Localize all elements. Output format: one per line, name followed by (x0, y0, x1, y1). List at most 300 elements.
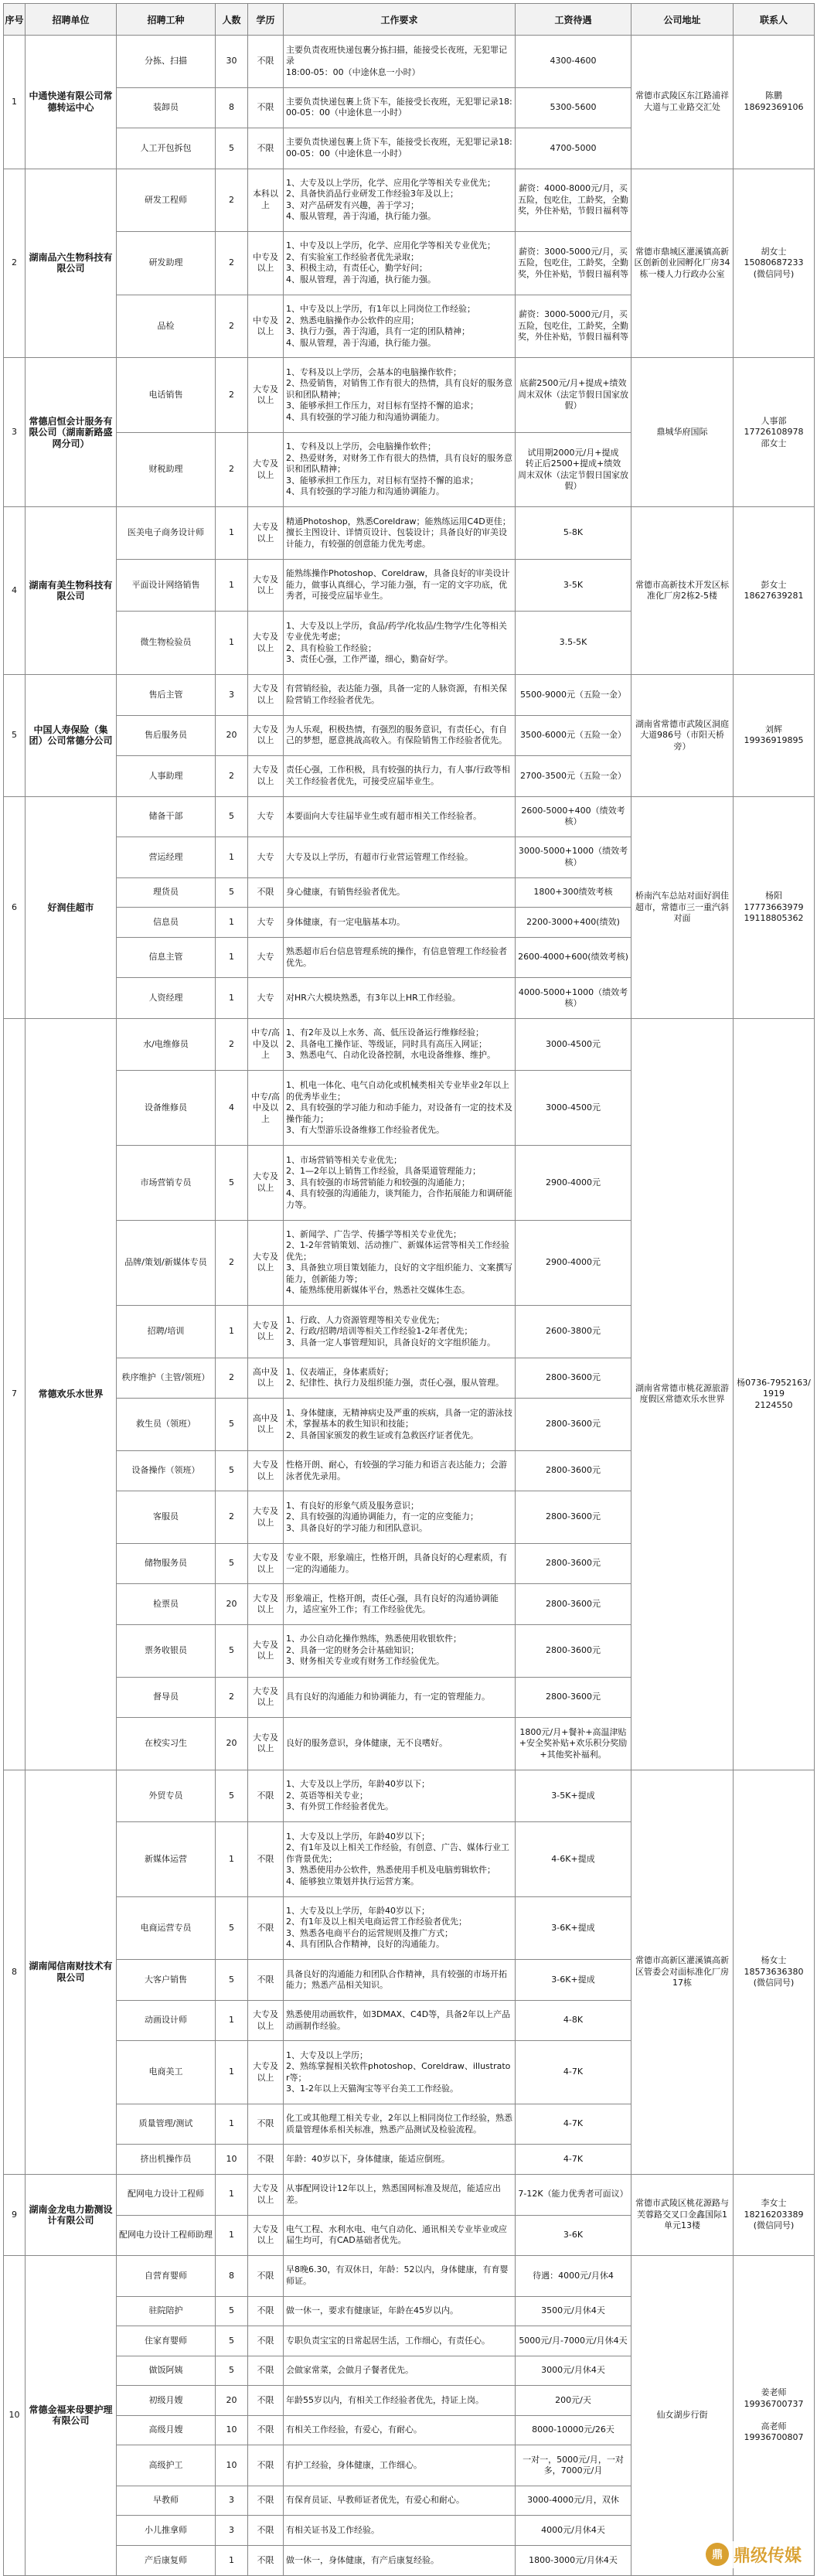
job-requirements: 主要负责快递包裹上货下车，能接受长夜班，无犯罪记录18:00-05：00（中途休息一小时） (284, 128, 516, 169)
job-title: 新媒体运营 (117, 1822, 216, 1897)
education: 不限 (248, 1960, 284, 2001)
salary: 2800-3600元 (516, 1543, 631, 1584)
headcount: 2 (216, 1677, 248, 1718)
headcount: 1 (216, 2000, 248, 2041)
headcount: 3 (216, 675, 248, 716)
salary: 4000元/月休4天 (516, 2516, 631, 2546)
headcount: 20 (216, 1718, 248, 1770)
education: 大专及以上 (248, 1146, 284, 1221)
salary: 3.5-5K (516, 612, 631, 675)
headcount: 20 (216, 2386, 248, 2416)
job-title: 动画设计师 (117, 2000, 216, 2041)
salary: 3-6K (516, 2215, 631, 2256)
company-name: 中国人寿保险（集团）公司常德分公司 (26, 675, 117, 797)
salary: 2800-3600元 (516, 1584, 631, 1625)
job-requirements: 1、新闻学、广告学、传播学等相关专业优先； 2、1-2年营销策划、活动推广、新媒体运营等相关工作经验优先； 3、具备独立项目策划能力，良好的文字组织能力、文案撰写能力，创新能力等； 4、能熟练使用新媒体平台，熟悉社交媒体生态。 (284, 1220, 516, 1306)
salary: 3000元/月休4天 (516, 2356, 631, 2386)
job-title: 售后服务员 (117, 715, 216, 756)
company-address: 常德市武陵区东江路浦祥大道与工业路交汇处 (631, 36, 734, 169)
education: 大专及以上 (248, 507, 284, 560)
salary: 3000-4500元 (516, 1071, 631, 1146)
salary: 4-7K (516, 2104, 631, 2145)
company-number: 8 (4, 1770, 26, 2174)
education: 大专及以上 (248, 1584, 284, 1625)
salary: 1800+300绩效考核 (516, 877, 631, 908)
job-title: 挤出机操作员 (117, 2145, 216, 2175)
education: 大专及以上 (248, 612, 284, 675)
education: 高中及以上 (248, 1358, 284, 1399)
headcount: 1 (216, 612, 248, 675)
header-salary: 工资待遇 (516, 4, 631, 36)
salary: 2800-3600元 (516, 1358, 631, 1399)
salary: 4000-5000+1000（绩效考核） (516, 978, 631, 1019)
education: 不限 (248, 1822, 284, 1897)
company-contact: 杨女士 18573636380 (微信同号) (734, 1770, 815, 2174)
education: 大专及以上 (248, 358, 284, 433)
headcount: 5 (216, 1960, 248, 2001)
job-requirements: 年龄55岁以内，有相关工作经验者优先，持证上岗。 (284, 2386, 516, 2416)
job-title: 在校实习生 (117, 1718, 216, 1770)
education: 大专及以上 (248, 1491, 284, 1544)
job-title: 初级月嫂 (117, 2386, 216, 2416)
headcount: 1 (216, 837, 248, 878)
job-title: 设备操作（领班） (117, 1450, 216, 1491)
job-requirements: 1、仪表端正，身体素质好； 2、纪律性、执行力及组织能力强，责任心强，服从管理。 (284, 1358, 516, 1399)
education: 大专及以上 (248, 1450, 284, 1491)
job-title: 驻院陪护 (117, 2296, 216, 2326)
headcount: 5 (216, 1543, 248, 1584)
company-contact: 彭女士 18627639281 (734, 507, 815, 675)
job-requirements: 专业不限，形象端庄，性格开朗，具备良好的心理素质，有一定的沟通能力。 (284, 1543, 516, 1584)
education: 大专及以上 (248, 756, 284, 797)
salary: 5000元/月-7000元/月休4天 (516, 2326, 631, 2356)
salary: 3000-4500元 (516, 1018, 631, 1071)
education: 大专及以上 (248, 432, 284, 507)
salary: 2600-5000+400（绩效考核） (516, 796, 631, 837)
company-contact: 胡女士 15080687233 (微信同号) (734, 169, 815, 358)
job-requirements: 为人乐观，积极热情，有强烈的服务意识，有责任心，有自己的梦想，愿意挑战高收入。有保险销售工作经验者优先。 (284, 715, 516, 756)
job-title: 自营育婴师 (117, 2256, 216, 2297)
job-title: 大客户销售 (117, 1960, 216, 2001)
education: 大专 (248, 937, 284, 978)
company-number: 5 (4, 675, 26, 797)
company-contact: 杨阳 17773663979 19118805362 (734, 796, 815, 1018)
table-row (4, 796, 815, 837)
brand-name: 鼎级传媒 (733, 2545, 802, 2566)
education: 大专 (248, 796, 284, 837)
job-title: 信息员 (117, 908, 216, 938)
job-requirements: 做一休一，身体健康，有产后康复经验。 (284, 2545, 516, 2575)
headcount: 30 (216, 36, 248, 88)
job-title: 客服员 (117, 1491, 216, 1544)
job-title: 人工开包拆包 (117, 128, 216, 169)
education: 不限 (248, 1770, 284, 1822)
headcount: 8 (216, 87, 248, 128)
headcount: 5 (216, 1399, 248, 1451)
job-requirements: 1、行政、人力资源管理等相关专业优先； 2、行政/招聘/培训等相关工作经验1-2年者优先； 3、具备一定人事管理知识，具备良好的文字组织能力。 (284, 1306, 516, 1358)
education: 中专及以上 (248, 232, 284, 295)
job-requirements: 1、有2年及以上水务、高、低压设备运行维修经验； 2、具备电工操作证、等级证，同时具有高压入网证； 3、熟悉电气、自动化设备控制，水电设备维修、维护。 (284, 1018, 516, 1071)
headcount: 5 (216, 2356, 248, 2386)
salary: 薪资：3000-5000元/月，买五险，包吃住，工龄奖，全勤奖，外住补贴，节假日福利等 (516, 232, 631, 295)
salary: 5500-9000元（五险一金） (516, 675, 631, 716)
company-contact: 人事部 17726108978 邵女士 (734, 358, 815, 507)
job-title: 分拣、扫描 (117, 36, 216, 88)
headcount: 2 (216, 232, 248, 295)
education: 不限 (248, 1896, 284, 1960)
table-row (4, 1770, 815, 1822)
table-row (4, 2256, 815, 2297)
job-requirements: 1、机电一体化、电气自动化或机械类相关专业毕业2年以上的优秀毕业生； 2、具有较强的学习能力和动手能力，对设备有一定的技术及操作能力； 3、有大型游乐设备维修工作经验者优先。 (284, 1071, 516, 1146)
job-requirements: 1、大专及以上学历，年龄40岁以下； 2、有1年及以上相关电商运营工作经验者优先； 3、熟悉各电商平台的运营规则及推广方式； 4、具有团队合作精神，良好的沟通能力。 (284, 1896, 516, 1960)
table-row (4, 507, 815, 560)
job-title: 平面设计网络销售 (117, 559, 216, 612)
education: 不限 (248, 877, 284, 908)
headcount: 20 (216, 715, 248, 756)
job-requirements: 有营销经验，表达能力强，具备一定的人脉资源，有相关保险营销工作经验者优先。 (284, 675, 516, 716)
salary: 2800-3600元 (516, 1491, 631, 1544)
headcount: 1 (216, 559, 248, 612)
salary: 3000-5000+1000（绩效考核） (516, 837, 631, 878)
education: 不限 (248, 2256, 284, 2297)
company-name: 湖南闻信南财技术有限公司 (26, 1770, 117, 2174)
company-name: 常德金福来母婴护理有限公司 (26, 2256, 117, 2575)
job-title: 检票员 (117, 1584, 216, 1625)
table-row (4, 2174, 815, 2215)
job-requirements: 形象端正，性格开朗，责任心强，具有良好的沟通协调能力，适应室外工作；有工作经验优先。 (284, 1584, 516, 1625)
headcount: 5 (216, 1896, 248, 1960)
job-title: 微生物检验员 (117, 612, 216, 675)
education: 不限 (248, 2104, 284, 2145)
company-name: 常德启恒会计服务有限公司（湖南新路盛网分司） (26, 358, 117, 507)
education: 不限 (248, 2356, 284, 2386)
headcount: 2 (216, 295, 248, 358)
salary: 1800元/月+餐补+高温津贴+安全奖补贴+欢乐积分奖励+其他奖补福利。 (516, 1718, 631, 1770)
job-requirements: 熟悉使用动画软件，如3DMAX、C4D等，具备2年以上产品动画制作经验。 (284, 2000, 516, 2041)
job-requirements: 1、中专及以上学历，化学、应用化学等相关专业优先； 2、有实验室工作经验者优先录取； 3、积极主动，有责任心，勤学好问； 4、服从管理，善于沟通，执行能力强。 (284, 232, 516, 295)
job-title: 人事助理 (117, 756, 216, 797)
watermark (701, 2541, 806, 2568)
education: 中专/高中及以上 (248, 1071, 284, 1146)
job-title: 电商美工 (117, 2041, 216, 2104)
header-company: 招聘单位 (26, 4, 117, 36)
salary: 试用期2000元/月+提成 转正后2500+提成+绩效 周末双休（法定节假日国家放假） (516, 432, 631, 507)
headcount: 5 (216, 796, 248, 837)
education: 大专及以上 (248, 1220, 284, 1306)
education: 大专及以上 (248, 1677, 284, 1718)
job-title: 研发助理 (117, 232, 216, 295)
job-requirements: 有相关证书及工作经验。 (284, 2516, 516, 2546)
header-count: 人数 (216, 4, 248, 36)
education: 大专及以上 (248, 2174, 284, 2215)
headcount: 1 (216, 978, 248, 1019)
job-requirements: 具有良好的沟通能力和协调能力，有一定的管理能力。 (284, 1677, 516, 1718)
company-name: 中通快递有限公司常德转运中心 (26, 36, 117, 169)
education: 大专 (248, 837, 284, 878)
company-address: 常德市高新技术开发区标准化厂房2栋2-5楼 (631, 507, 734, 675)
job-title: 配网电力设计工程师 (117, 2174, 216, 2215)
headcount: 3 (216, 2486, 248, 2516)
salary: 一对一，5000元/月，一对多，7000元/月 (516, 2445, 631, 2486)
headcount: 2 (216, 1491, 248, 1544)
table-row (4, 169, 815, 232)
headcount: 1 (216, 507, 248, 560)
headcount: 2 (216, 358, 248, 433)
job-requirements: 1、有良好的形象气质及服务意识； 2、具有较强的沟通协调能力，有一定的应变能力； 3、具备良好的学习能力和团队意识。 (284, 1491, 516, 1544)
education: 大专及以上 (248, 715, 284, 756)
headcount: 1 (216, 2215, 248, 2256)
job-requirements: 年龄：40岁以下，身体健康，能适应倒班。 (284, 2145, 516, 2175)
education: 中专/高中及以上 (248, 1018, 284, 1071)
salary: 3-6K+提成 (516, 1960, 631, 2001)
education: 不限 (248, 2545, 284, 2575)
company-address: 湖南省常德市桃花源旅游度假区常德欢乐水世界 (631, 1018, 734, 1770)
salary: 2700-3500元（五险一金） (516, 756, 631, 797)
education: 大专 (248, 908, 284, 938)
header-contact: 联系人 (734, 4, 815, 36)
headcount: 10 (216, 2445, 248, 2486)
job-title: 设备维修员 (117, 1071, 216, 1146)
job-title: 票务收银员 (117, 1624, 216, 1677)
salary: 底薪2500元/月+提成+绩效 周末双休（法定节假日国家放假） (516, 358, 631, 433)
salary: 3000-4000元/月，双休 (516, 2486, 631, 2516)
job-requirements: 电气工程、水利水电、电气自动化、通讯相关专业毕业或应届生均可，有CAD基础者优先。 (284, 2215, 516, 2256)
job-requirements: 1、大专及以上学历，年龄40岁以下； 2、有1年及以上相关工作经验，有创意、广告、媒体行业工作背景优先； 3、熟悉使用办公软件，熟悉使用手机及电脑剪辑软件； 4、能够独立策划并执行运营方案。 (284, 1822, 516, 1897)
job-requirements: 有保育员证、早教师证者优先，有爱心和耐心。 (284, 2486, 516, 2516)
headcount: 1 (216, 1306, 248, 1358)
job-title: 储备干部 (117, 796, 216, 837)
job-title: 小儿推拿师 (117, 2516, 216, 2546)
job-title: 电话销售 (117, 358, 216, 433)
headcount: 10 (216, 2415, 248, 2445)
headcount: 5 (216, 128, 248, 169)
table-row (4, 1018, 815, 1071)
company-number: 6 (4, 796, 26, 1018)
salary: 2200-3000+400(绩效) (516, 908, 631, 938)
salary: 2600-4000+600(绩效考核) (516, 937, 631, 978)
education: 大专及以上 (248, 2041, 284, 2104)
job-title: 水/电维修员 (117, 1018, 216, 1071)
job-requirements: 身心健康，有销售经验者优先。 (284, 877, 516, 908)
company-address: 常德市高新区灌溪镇高新区管委会对面标准化厂房17栋 (631, 1770, 734, 2174)
education: 大专 (248, 978, 284, 1019)
company-address: 桥南汽车总站对面好润佳超市，常德市三一重汽斜对面 (631, 796, 734, 1018)
company-name: 常德欢乐水世界 (26, 1018, 117, 1770)
company-number: 3 (4, 358, 26, 507)
table-row (4, 36, 815, 88)
company-number: 9 (4, 2174, 26, 2255)
salary: 4300-4600 (516, 36, 631, 88)
salary: 3-6K+提成 (516, 1896, 631, 1960)
headcount: 2 (216, 1220, 248, 1306)
company-address: 鼎城华府国际 (631, 358, 734, 507)
education: 中专及以上 (248, 295, 284, 358)
job-title: 理货员 (117, 877, 216, 908)
headcount: 5 (216, 1450, 248, 1491)
headcount: 5 (216, 877, 248, 908)
headcount: 5 (216, 1624, 248, 1677)
salary: 5300-5600 (516, 87, 631, 128)
headcount: 2 (216, 169, 248, 232)
job-requirements: 有护工经验，身体健康，工作细心。 (284, 2445, 516, 2486)
headcount: 2 (216, 756, 248, 797)
education: 不限 (248, 128, 284, 169)
education: 不限 (248, 2445, 284, 2486)
salary: 1800-3000元/月休4天 (516, 2545, 631, 2575)
headcount: 10 (216, 2145, 248, 2175)
job-requirements: 会做家常菜，会做月子餐者优先。 (284, 2356, 516, 2386)
salary: 待遇：4000元/月休4 (516, 2256, 631, 2297)
job-title: 外贸专员 (117, 1770, 216, 1822)
company-number: 2 (4, 169, 26, 358)
job-title: 电商运营专员 (117, 1896, 216, 1960)
headcount: 20 (216, 1584, 248, 1625)
company-number: 7 (4, 1018, 26, 1770)
job-requirements: 精通Photoshop，熟悉Coreldraw；能熟练运用C4D更佳；擅长主图设计、详情页设计、包装设计；具备良好的审美设计能力，有较强的创意能力优先考虑。 (284, 507, 516, 560)
salary: 8000-10000元/26天 (516, 2415, 631, 2445)
job-requirements: 1、身体健康，无精神病史及严重的疾病，具备一定的游泳技术，掌握基本的救生知识和技能； 2、具备国家颁发的救生证或有急救医疗证者优先。 (284, 1399, 516, 1451)
job-title: 早教师 (117, 2486, 216, 2516)
job-requirements: 责任心强，工作积极，具有较强的执行力，有人事/行政等相关工作经验者优先，可接受应届毕业生。 (284, 756, 516, 797)
job-title: 质量管理/测试 (117, 2104, 216, 2145)
headcount: 5 (216, 2326, 248, 2356)
headcount: 1 (216, 2104, 248, 2145)
headcount: 2 (216, 1018, 248, 1071)
headcount: 1 (216, 2041, 248, 2104)
job-requirements: 1、专科及以上学历，会电脑操作软件； 2、热爱财务，对财务工作有很大的热情，具有良好的服务意识和团队精神； 3、能够承担工作压力，对目标有坚持不懈的追求； 4、具有较强的学习能力和沟通协调能力。 (284, 432, 516, 507)
recruitment-table (3, 3, 815, 2576)
salary: 7-12K（能力优秀者可面议） (516, 2174, 631, 2215)
salary: 3-5K+提成 (516, 1770, 631, 1822)
job-requirements: 早8晚6.30，有双休日，年龄：52以内，身体健康，有育婴师证。 (284, 2256, 516, 2297)
headcount: 8 (216, 2256, 248, 2297)
job-requirements: 能熟练操作Photoshop、Coreldraw，具备良好的审美设计能力，做事认真细心，学习能力强，有一定的文字功底，优秀者，可接受应届毕业生。 (284, 559, 516, 612)
headcount: 1 (216, 908, 248, 938)
education: 大专及以上 (248, 1543, 284, 1584)
company-contact: 陈鹏 18692369106 (734, 36, 815, 169)
job-title: 市场营销专员 (117, 1146, 216, 1221)
job-requirements: 1、办公自动化操作熟练，熟悉使用收银软件； 2、具备一定的财务会计基础知识； 3、财务相关专业或有财务工作经验优先。 (284, 1624, 516, 1677)
job-title: 高级护工 (117, 2445, 216, 2486)
salary: 5-8K (516, 507, 631, 560)
job-title: 售后主管 (117, 675, 216, 716)
job-requirements: 专职负责宝宝的日常起居生活，工作细心，有责任心。 (284, 2326, 516, 2356)
salary: 4-7K (516, 2145, 631, 2175)
job-title: 装卸员 (117, 87, 216, 128)
education: 不限 (248, 2326, 284, 2356)
job-requirements: 性格开朗、耐心，有较强的学习能力和语言表达能力；会游泳者优先录用。 (284, 1450, 516, 1491)
header-row (4, 4, 815, 36)
job-title: 配网电力设计工程师助理 (117, 2215, 216, 2256)
job-requirements: 有相关工作经验，有爱心，有耐心。 (284, 2415, 516, 2445)
table-body (4, 36, 815, 2576)
headcount: 1 (216, 937, 248, 978)
education: 大专及以上 (248, 1624, 284, 1677)
header-address: 公司地址 (631, 4, 734, 36)
education: 不限 (248, 2296, 284, 2326)
salary: 2900-4000元 (516, 1220, 631, 1306)
education: 不限 (248, 2145, 284, 2175)
salary: 2600-3800元 (516, 1306, 631, 1358)
header-education: 学历 (248, 4, 284, 36)
education: 不限 (248, 2486, 284, 2516)
company-address: 仙女湖步行街 (631, 2256, 734, 2575)
job-title: 产后康复师 (117, 2545, 216, 2575)
company-contact: 杨0736-7952163/1919 2124550 (734, 1018, 815, 1770)
job-requirements: 1、大专及以上学历，食品/药学/化妆品/生物学/生化等相关专业优先考虑； 2、具有检验工作经验； 3、责任心强，工作严谨，细心，勤奋好学。 (284, 612, 516, 675)
job-requirements: 1、大专及以上学历； 2、熟练掌握相关软件photoshop、Coreldraw、illustrator等； 3、1-2年以上天猫淘宝等平台美工工作经验。 (284, 2041, 516, 2104)
salary: 2800-3600元 (516, 1450, 631, 1491)
job-requirements: 对HR六大模块熟悉，有3年以上HR工作经验。 (284, 978, 516, 1019)
job-requirements: 1、中专及以上学历，有1年以上同岗位工作经验； 2、熟悉电脑操作办公软件的应用； 3、执行力强，善于沟通，具有一定的团队精神； 4、服从管理，善于沟通，执行能力强。 (284, 295, 516, 358)
salary: 2800-3600元 (516, 1677, 631, 1718)
job-requirements: 主要负责夜班快递包裹分拣扫描，能接受长夜班，无犯罪记录 18:00-05：00（中途休息一小时） (284, 36, 516, 88)
table-row (4, 358, 815, 433)
headcount: 4 (216, 1071, 248, 1146)
job-requirements: 1、大专及以上学历，年龄40岁以下； 2、英语等相关专业； 3、有外贸工作经验者优先。 (284, 1770, 516, 1822)
education: 大专及以上 (248, 2215, 284, 2256)
company-contact: 李女士 18216203389 (微信同号) (734, 2174, 815, 2255)
job-requirements: 身体健康，有一定电脑基本功。 (284, 908, 516, 938)
salary: 2800-3600元 (516, 1624, 631, 1677)
salary: 薪资：4000-8000元/月，买五险，包吃住，工龄奖，全勤奖，外住补贴，节假日福利等 (516, 169, 631, 232)
headcount: 1 (216, 1822, 248, 1897)
company-number: 4 (4, 507, 26, 675)
education: 不限 (248, 2516, 284, 2546)
salary: 4-6K+提成 (516, 1822, 631, 1897)
company-contact: 姜老师 19936700737 高老师 19936700807 (734, 2256, 815, 2575)
salary: 薪资：3000-5000元/月，买五险，包吃住，工龄奖，全勤奖，外住补贴，节假日福利等 (516, 295, 631, 358)
company-number: 10 (4, 2256, 26, 2575)
brand-logo-icon: 鼎 (706, 2543, 729, 2566)
headcount: 5 (216, 1770, 248, 1822)
header-no: 序号 (4, 4, 26, 36)
education: 不限 (248, 2386, 284, 2416)
education: 不限 (248, 2415, 284, 2445)
headcount: 1 (216, 2174, 248, 2215)
company-name: 湖南品六生物科技有限公司 (26, 169, 117, 358)
salary: 3-5K (516, 559, 631, 612)
company-address: 常德市武陵区桃花源路与芙蓉路交叉口金鑫国际1单元13楼 (631, 2174, 734, 2255)
education: 大专及以上 (248, 2000, 284, 2041)
job-title: 品牌/策划/新媒体专员 (117, 1220, 216, 1306)
education: 本科以上 (248, 169, 284, 232)
header-requirements: 工作要求 (284, 4, 516, 36)
company-address: 常德市鼎城区灌溪镇高新区创新创业园孵化厂房34栋一楼人力行政办公室 (631, 169, 734, 358)
salary: 2800-3600元 (516, 1399, 631, 1451)
recruitment-document (3, 3, 814, 2576)
company-name: 湖南有美生物科技有限公司 (26, 507, 117, 675)
job-title: 督导员 (117, 1677, 216, 1718)
job-requirements: 1、大专及以上学历，化学、应用化学等相关专业优先； 2、具备快消品行业研发工作经验3年及以上； 3、对产品研发有兴趣，善于学习； 4、服从管理，善于沟通，执行能力强。 (284, 169, 516, 232)
job-requirements: 熟悉超市后台信息管理系统的操作，有信息管理工作经验者优先。 (284, 937, 516, 978)
job-requirements: 良好的服务意识，身体健康，无不良嗜好。 (284, 1718, 516, 1770)
education: 不限 (248, 87, 284, 128)
job-requirements: 本要面向大专往届毕业生或有超市相关工作经验者。 (284, 796, 516, 837)
table-row (4, 675, 815, 716)
job-title: 储物服务员 (117, 1543, 216, 1584)
job-title: 住家育婴师 (117, 2326, 216, 2356)
job-title: 做饭阿姨 (117, 2356, 216, 2386)
company-name: 好润佳超市 (26, 796, 117, 1018)
headcount: 3 (216, 2516, 248, 2546)
education: 大专及以上 (248, 1718, 284, 1770)
salary: 2900-4000元 (516, 1146, 631, 1221)
education: 不限 (248, 36, 284, 88)
company-number: 1 (4, 36, 26, 169)
job-requirements: 做一休一，要求有健康证，年龄在45岁以内。 (284, 2296, 516, 2326)
job-title: 招聘/培训 (117, 1306, 216, 1358)
